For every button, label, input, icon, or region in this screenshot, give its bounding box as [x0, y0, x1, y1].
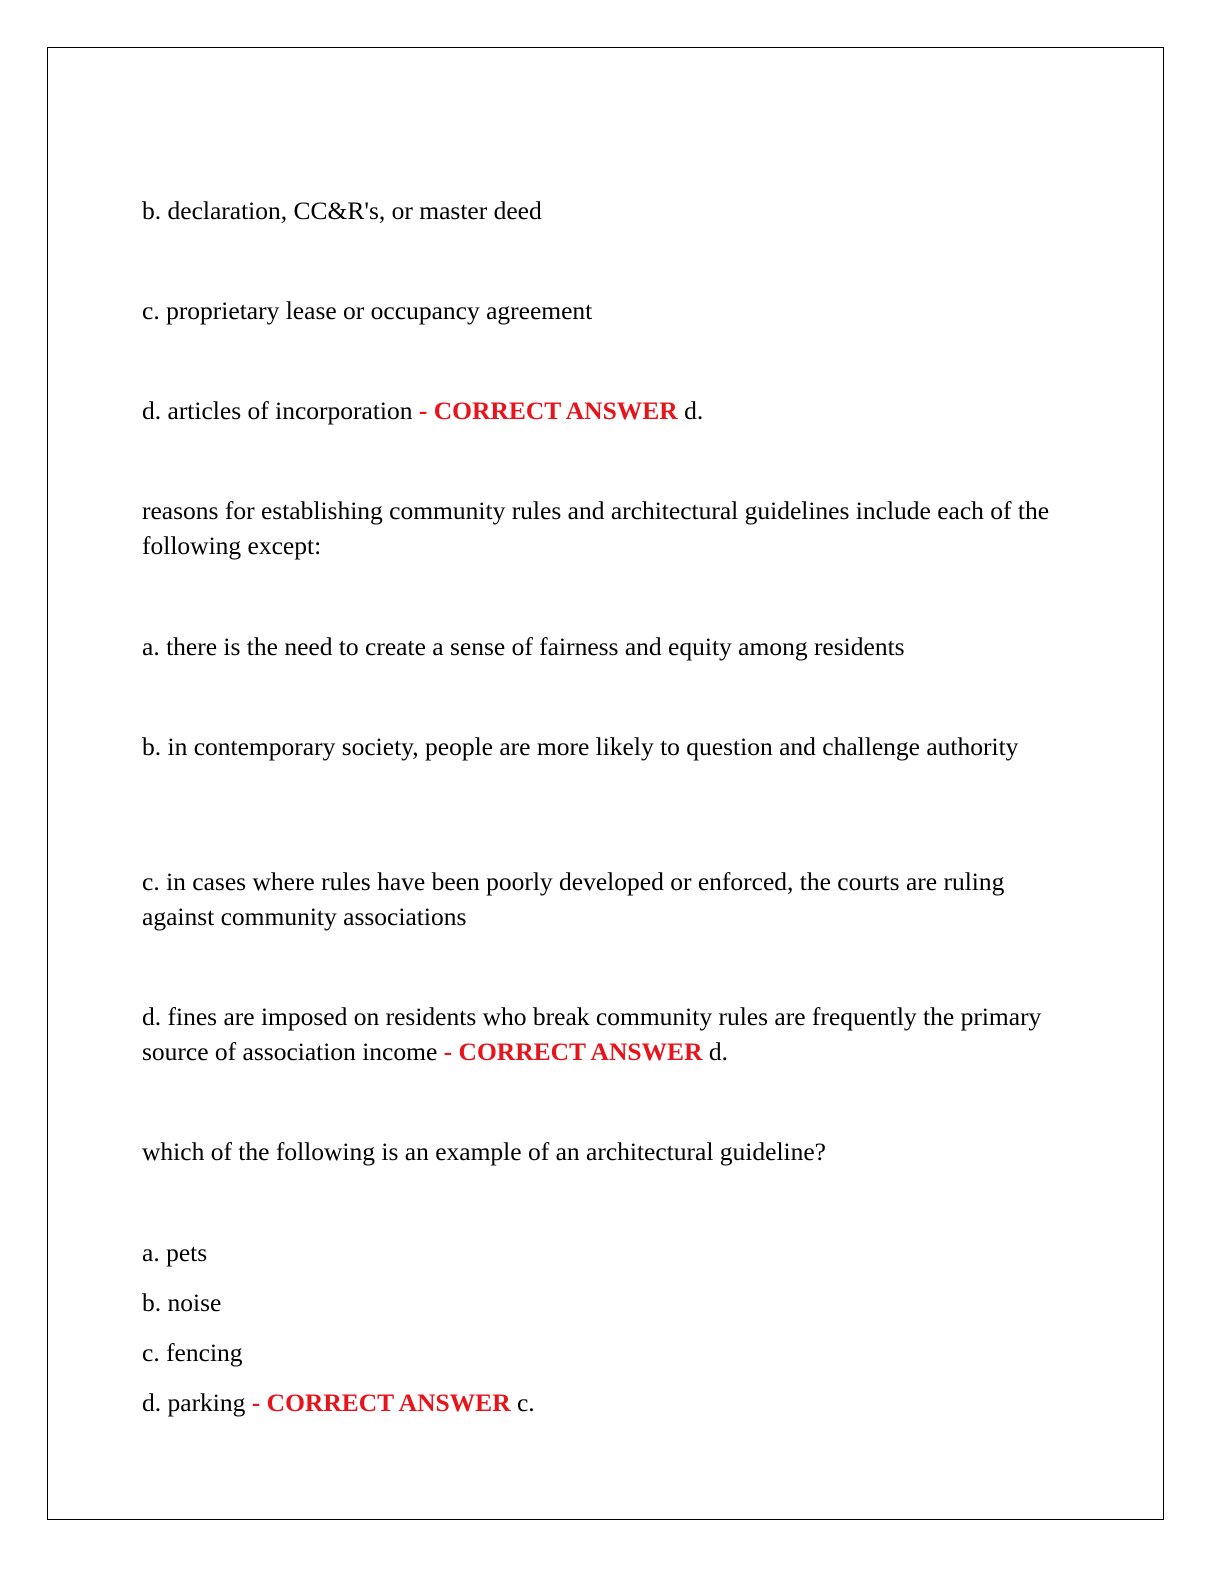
option-text: d. articles of incorporation: [142, 396, 413, 425]
option-a-fairness: [142, 629, 1082, 664]
question-community-rules: [142, 493, 1082, 563]
correct-answer-value: d.: [677, 396, 704, 425]
correct-answer-value: c.: [510, 1388, 535, 1417]
option-text: b. noise: [142, 1288, 222, 1317]
option-text: d. parking: [142, 1388, 246, 1417]
option-text: c. proprietary lease or occupancy agreement: [142, 296, 593, 325]
option-text: a. pets: [142, 1238, 208, 1267]
question-text: which of the following is an example of an architectural guideline?: [142, 1137, 827, 1166]
correct-answer-label: - CORRECT ANSWER: [437, 1037, 703, 1066]
correct-answer-label: - CORRECT ANSWER: [412, 396, 678, 425]
option-c-fencing: [142, 1335, 1082, 1370]
option-b-noise: [142, 1285, 1082, 1320]
option-d-parking: [142, 1385, 1082, 1420]
option-c-courts: [142, 864, 1082, 934]
option-text: c. fencing: [142, 1338, 243, 1367]
option-b-contemporary-society: [142, 729, 1082, 764]
option-c-proprietary-lease: [142, 293, 1082, 328]
option-a-pets: [142, 1235, 1082, 1270]
option-text: a. there is the need to create a sense of fairness and equity among residents: [142, 632, 905, 661]
correct-answer-value: d.: [702, 1037, 728, 1066]
option-d-fines: [142, 999, 1082, 1069]
option-d-articles-of-incorporation: [142, 393, 1082, 428]
correct-answer-label: - CORRECT ANSWER: [245, 1388, 511, 1417]
question-architectural-guideline: [142, 1134, 1082, 1169]
option-text: c. in cases where rules have been poorly developed or enforced, the courts are ruling against community associations: [142, 867, 1005, 931]
option-text: b. in contemporary society, people are more likely to question and challenge authority: [142, 732, 1019, 761]
question-text: reasons for establishing community rules and architectural guidelines include each of the following except:: [142, 496, 1050, 560]
option-b-declaration: [142, 193, 1082, 228]
option-text: d. fines are imposed on residents who break community rules are frequently the primary source of association income: [142, 1002, 1042, 1066]
option-text: b. declaration, CC&R's, or master deed: [142, 196, 542, 225]
